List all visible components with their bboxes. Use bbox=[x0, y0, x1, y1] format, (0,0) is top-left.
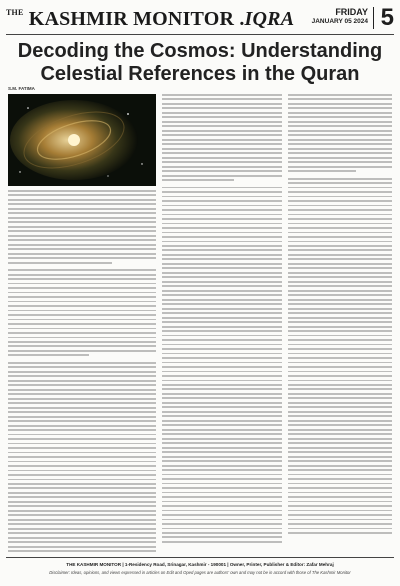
issue-date-text: JANUARY 05 2024 bbox=[311, 18, 368, 25]
article-column-2 bbox=[162, 94, 282, 552]
page-number-divider bbox=[373, 7, 374, 29]
celestial-galaxy-photo bbox=[8, 94, 156, 186]
article-byline: S.M. FATIMA bbox=[8, 86, 35, 91]
brand-divider: . bbox=[239, 8, 245, 30]
page-footer bbox=[6, 557, 394, 582]
issue-date bbox=[312, 7, 368, 25]
article-column-3 bbox=[288, 94, 392, 552]
article-headline: Decoding the Cosmos: Understanding Celestial References in the Quran bbox=[17, 40, 383, 85]
section-name: IQRA bbox=[244, 8, 295, 30]
brand-the: THE bbox=[6, 8, 24, 17]
brand-name: KASHMIR MONITOR bbox=[28, 8, 235, 30]
issue-day: FRIDAY bbox=[335, 7, 368, 17]
editorial-disclaimer: Disclaimer: Ideas, opinions, and views expressed in articles on Edit and Oped pages are authors' own and may not be in accord with those of The Kashmir Monitor bbox=[49, 570, 351, 575]
masthead bbox=[6, 4, 394, 35]
page-number: 5 bbox=[380, 4, 394, 31]
publisher-address: THE KASHMIR MONITOR | 1-Residency Road, Srinagar, Kashmir - 190001 | Owner, Printer, Publisher & Editor: Zafar Mehraj bbox=[66, 562, 334, 567]
article-column-1 bbox=[8, 190, 156, 552]
newspaper-logo bbox=[6, 8, 294, 31]
galaxy-illustration bbox=[8, 94, 156, 186]
